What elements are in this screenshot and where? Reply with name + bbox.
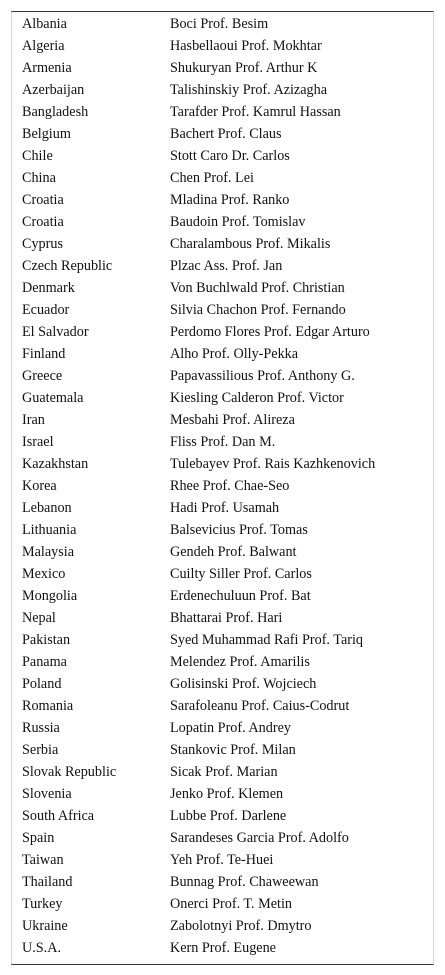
representative-name-cell: Plzac Ass. Prof. Jan: [170, 258, 283, 274]
representative-name-cell: Papavassilious Prof. Anthony G.: [170, 368, 355, 384]
country-cell: Iran: [22, 412, 45, 428]
representative-name-cell: Hasbellaoui Prof. Mokhtar: [170, 38, 322, 54]
table-row: [12, 365, 433, 387]
table-row: [12, 409, 433, 431]
country-cell: Denmark: [22, 280, 75, 296]
country-cell: Albania: [22, 16, 67, 32]
country-cell: Algeria: [22, 38, 65, 54]
table-row: [12, 827, 433, 849]
country-cell: Croatia: [22, 192, 64, 208]
country-cell: Greece: [22, 368, 63, 384]
representative-name-cell: Tarafder Prof. Kamrul Hassan: [170, 104, 341, 120]
table-row: [12, 805, 433, 827]
country-cell: Azerbaijan: [22, 82, 85, 98]
representative-name-cell: Bachert Prof. Claus: [170, 126, 282, 142]
table-row: [12, 453, 433, 475]
country-cell: Belgium: [22, 126, 71, 142]
representative-name-cell: Stankovic Prof. Milan: [170, 742, 296, 758]
representative-name-cell: Silvia Chachon Prof. Fernando: [170, 302, 346, 318]
representative-name-cell: Shukuryan Prof. Arthur K: [170, 60, 318, 76]
table-row: [12, 563, 433, 585]
table-row: [12, 651, 433, 673]
representative-name-cell: Fliss Prof. Dan M.: [170, 434, 276, 450]
representative-name-cell: Syed Muhammad Rafi Prof. Tariq: [170, 632, 364, 648]
country-cell: Serbia: [22, 742, 59, 758]
country-cell: Lebanon: [22, 500, 72, 516]
representative-name-cell: Rhee Prof. Chae-Seo: [170, 478, 290, 494]
representative-name-cell: Perdomo Flores Prof. Edgar Arturo: [170, 324, 370, 340]
country-cell: Bangladesh: [22, 104, 89, 120]
country-cell: Taiwan: [22, 852, 64, 868]
table-row: [12, 387, 433, 409]
country-cell: Pakistan: [22, 632, 71, 648]
table-row: [12, 57, 433, 79]
table-row: [12, 79, 433, 101]
representative-name-cell: Von Buchlwald Prof. Christian: [170, 280, 345, 296]
country-cell: Turkey: [22, 896, 63, 912]
country-cell: South Africa: [22, 808, 95, 824]
representative-name-cell: Golisinski Prof. Wojciech: [170, 676, 317, 692]
table-row: [12, 783, 433, 805]
table-row: [12, 13, 433, 35]
representative-name-cell: Lubbe Prof. Darlene: [170, 808, 287, 824]
table-row: [12, 255, 433, 277]
representative-name-cell: Kern Prof. Eugene: [170, 940, 276, 956]
table-row: [12, 717, 433, 739]
representative-name-cell: Alho Prof. Olly-Pekka: [170, 346, 299, 362]
country-cell: Korea: [22, 478, 57, 494]
representative-name-cell: Balsevicius Prof. Tomas: [170, 522, 308, 538]
representative-name-cell: Boci Prof. Besim: [170, 16, 269, 32]
table-row: [12, 475, 433, 497]
representative-name-cell: Jenko Prof. Klemen: [170, 786, 284, 802]
table-row: [12, 123, 433, 145]
country-cell: Spain: [22, 830, 55, 846]
representative-name-cell: Talishinskiy Prof. Azizagha: [170, 82, 328, 98]
table-row: [12, 431, 433, 453]
country-cell: Cyprus: [22, 236, 63, 252]
representative-name-cell: Gendeh Prof. Balwant: [170, 544, 297, 560]
representative-name-cell: Onerci Prof. T. Metin: [170, 896, 293, 912]
table-row: [12, 211, 433, 233]
country-representatives-table: [12, 13, 433, 959]
table-row: [12, 893, 433, 915]
representative-name-cell: Charalambous Prof. Mikalis: [170, 236, 331, 252]
table-row: [12, 761, 433, 783]
representatives-table: [11, 11, 434, 965]
table-row: [12, 541, 433, 563]
table-row: [12, 35, 433, 57]
representative-name-cell: Sarandeses Garcia Prof. Adolfo: [170, 830, 349, 846]
representative-name-cell: Baudoin Prof. Tomislav: [170, 214, 306, 230]
table-row: [12, 299, 433, 321]
table-row: [12, 871, 433, 893]
country-cell: Mongolia: [22, 588, 78, 604]
country-cell: Slovak Republic: [22, 764, 117, 780]
table-row: [12, 497, 433, 519]
country-cell: Malaysia: [22, 544, 75, 560]
table-row: [12, 277, 433, 299]
representative-name-cell: Hadi Prof. Usamah: [170, 500, 280, 516]
country-cell: U.S.A.: [22, 940, 62, 956]
country-cell: Romania: [22, 698, 74, 714]
country-cell: Israel: [22, 434, 54, 450]
representative-name-cell: Bhattarai Prof. Hari: [170, 610, 283, 626]
country-cell: Lithuania: [22, 522, 77, 538]
representative-name-cell: Mladina Prof. Ranko: [170, 192, 290, 208]
country-cell: Armenia: [22, 60, 72, 76]
country-cell: Russia: [22, 720, 60, 736]
table-row: [12, 915, 433, 937]
table-row: [12, 189, 433, 211]
country-cell: Croatia: [22, 214, 64, 230]
country-cell: Slovenia: [22, 786, 72, 802]
table-row: [12, 101, 433, 123]
representative-name-cell: Melendez Prof. Amarilis: [170, 654, 310, 670]
table-row: [12, 607, 433, 629]
table-row: [12, 937, 433, 959]
table-row: [12, 629, 433, 651]
representative-name-cell: Sarafoleanu Prof. Caius-Codrut: [170, 698, 350, 714]
country-cell: Mexico: [22, 566, 66, 582]
representative-name-cell: Yeh Prof. Te-Huei: [170, 852, 274, 868]
country-cell: Poland: [22, 676, 62, 692]
country-cell: Thailand: [22, 874, 73, 890]
representative-name-cell: Sicak Prof. Marian: [170, 764, 278, 780]
table-row: [12, 145, 433, 167]
table-row: [12, 321, 433, 343]
country-cell: Ecuador: [22, 302, 70, 318]
country-cell: Ukraine: [22, 918, 68, 934]
representative-name-cell: Mesbahi Prof. Alireza: [170, 412, 295, 428]
table-row: [12, 343, 433, 365]
country-cell: Finland: [22, 346, 66, 362]
country-cell: Czech Republic: [22, 258, 113, 274]
country-cell: Kazakhstan: [22, 456, 89, 472]
representative-name-cell: Kiesling Calderon Prof. Victor: [170, 390, 344, 406]
country-cell: China: [22, 170, 56, 186]
representative-name-cell: Bunnag Prof. Chaweewan: [170, 874, 319, 890]
country-cell: El Salvador: [22, 324, 89, 340]
representative-name-cell: Stott Caro Dr. Carlos: [170, 148, 290, 164]
representative-name-cell: Cuilty Siller Prof. Carlos: [170, 566, 312, 582]
table-row: [12, 849, 433, 871]
representative-name-cell: Zabolotnyi Prof. Dmytro: [170, 918, 312, 934]
table-row: [12, 739, 433, 761]
country-cell: Panama: [22, 654, 67, 670]
country-cell: Guatemala: [22, 390, 84, 406]
representative-name-cell: Lopatin Prof. Andrey: [170, 720, 291, 736]
table-body: [12, 13, 433, 959]
table-row: [12, 519, 433, 541]
representative-name-cell: Chen Prof. Lei: [170, 170, 254, 186]
representative-name-cell: Tulebayev Prof. Rais Kazhkenovich: [170, 456, 376, 472]
country-cell: Nepal: [22, 610, 56, 626]
table-row: [12, 167, 433, 189]
country-cell: Chile: [22, 148, 53, 164]
table-row: [12, 233, 433, 255]
representative-name-cell: Erdenechuluun Prof. Bat: [170, 588, 311, 604]
table-row: [12, 673, 433, 695]
table-row: [12, 585, 433, 607]
table-row: [12, 695, 433, 717]
